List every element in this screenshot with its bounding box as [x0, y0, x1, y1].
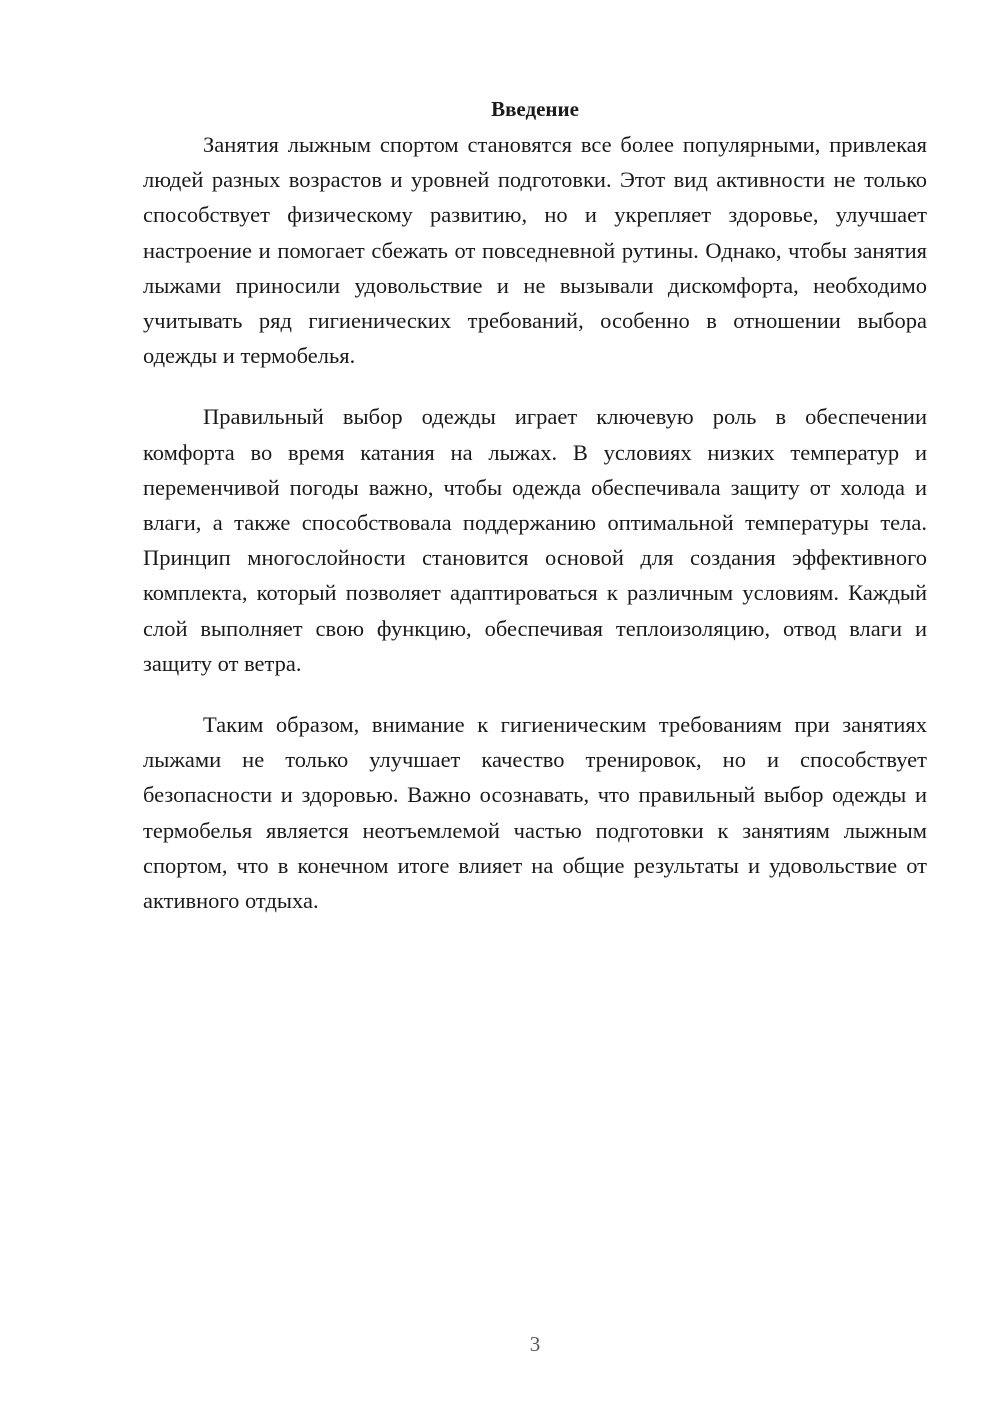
paragraph-1: Занятия лыжным спортом становятся все более популярными, привлекая людей разных возрастов и уровней подготовки. Этот вид активности не только способствует физическому развитию, но и укрепляет здоровье, улучшает настроение и помогает сбежать от повседневной рутины. Однако, чтобы занятия лыжами приносили удовольствие и не вызывали дискомфорта, необходимо учитывать ряд гигиенических требований, особенно в отношении выбора одежды и термобелья. [143, 132, 927, 369]
page-number: 3 [529, 1332, 541, 1356]
paragraph-2: Правильный выбор одежды играет ключевую роль в обеспечении комфорта во время катания на лыжах. В условиях низких температур и переменчивой погоды важно, чтобы одежда обеспечивала защиту от холода и влаги, а также способствовала поддержанию оптимальной температуры тела. Принцип многослойности становится основой для создания эффективного комплекта, который позволяет адаптироваться к различным условиям. Каждый слой выполняет свою функцию, обеспечивая теплоизоляцию, отвод влаги и защиту от ветра. [143, 404, 927, 676]
paragraph-3: Таким образом, внимание к гигиеническим требованиям при занятиях лыжами не только улучшает качество тренировок, но и способствует безопасности и здоровью. Важно осознавать, что правильный выбор одежды и термобелья является неотъемлемой частью подготовки к занятиям лыжным спортом, что в конечном итоге влияет на общие результаты и удовольствие от активного отдыха. [143, 712, 927, 914]
section-heading: Введение [491, 97, 579, 121]
page-content [143, 92, 927, 918]
